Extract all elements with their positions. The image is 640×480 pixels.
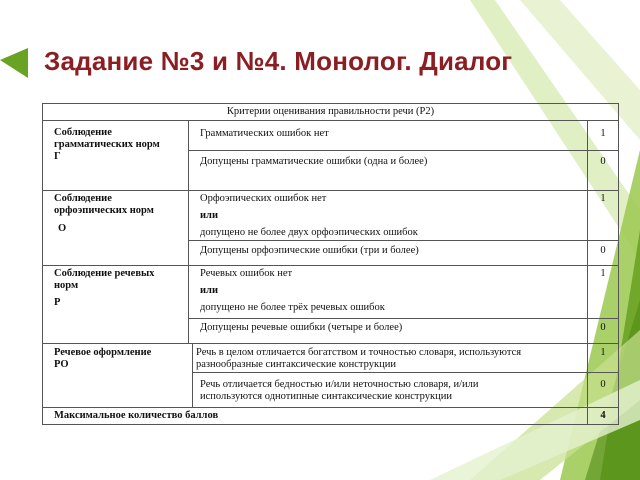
- criterion-description: или: [200, 210, 218, 221]
- score-cell: 1: [600, 128, 606, 139]
- criterion-name-line: грамматических норм: [54, 139, 160, 150]
- criterion-name-line: Речевое оформление: [54, 347, 152, 358]
- criterion-name-line: РО: [54, 359, 69, 370]
- criterion-name-line: Соблюдение: [54, 193, 112, 204]
- criterion-description: используются однотипные синтаксические конструкции: [200, 391, 452, 402]
- score-cell: 0: [600, 156, 606, 167]
- criterion-name-line: орфоэпических норм: [54, 205, 154, 216]
- criterion-name-line: Соблюдение: [54, 127, 112, 138]
- criterion-description: Грамматических ошибок нет: [200, 128, 329, 139]
- criterion-description: Орфоэпических ошибок нет: [200, 193, 327, 204]
- criterion-description: Речевых ошибок нет: [200, 268, 293, 279]
- criterion-name-line: Р: [54, 297, 61, 308]
- criterion-description: Допущены орфоэпические ошибки (три и более): [200, 245, 419, 256]
- criteria-table: [42, 103, 619, 425]
- criterion-name-line: норм: [54, 280, 79, 291]
- criterion-description: разнообразные синтаксические конструкции: [196, 359, 396, 370]
- slide-title: Задание №3 и №4. Монолог. Диалог: [44, 46, 513, 76]
- criterion-description: Допущены речевые ошибки (четыре и более): [200, 322, 403, 333]
- criterion-description: допущено не более двух орфоэпических ошибок: [200, 227, 418, 238]
- score-cell: 1: [600, 193, 606, 204]
- score-cell: 0: [600, 379, 606, 390]
- criterion-name-line: О: [58, 223, 67, 234]
- criterion-description: Речь в целом отличается богатством и точностью словаря, используются: [196, 347, 522, 358]
- criterion-description: или: [200, 285, 218, 296]
- criterion-description: Речь отличается бедностью и/или неточностью словаря, и/или: [200, 379, 479, 390]
- total-score: 4: [600, 410, 606, 421]
- score-cell: 1: [600, 268, 606, 279]
- criterion-name-line: Соблюдение речевых: [54, 268, 155, 279]
- criterion-description: Допущены грамматические ошибки (одна и более): [200, 156, 428, 167]
- criterion-description: допущено не более трёх речевых ошибок: [200, 302, 385, 313]
- score-cell: 0: [600, 322, 606, 333]
- criterion-name-line: Г: [54, 151, 61, 162]
- total-label: Максимальное количество баллов: [54, 410, 219, 421]
- table-header: Критерии оценивания правильности речи (Р2): [226, 106, 435, 117]
- score-cell: 1: [600, 347, 606, 358]
- score-cell: 0: [600, 245, 606, 256]
